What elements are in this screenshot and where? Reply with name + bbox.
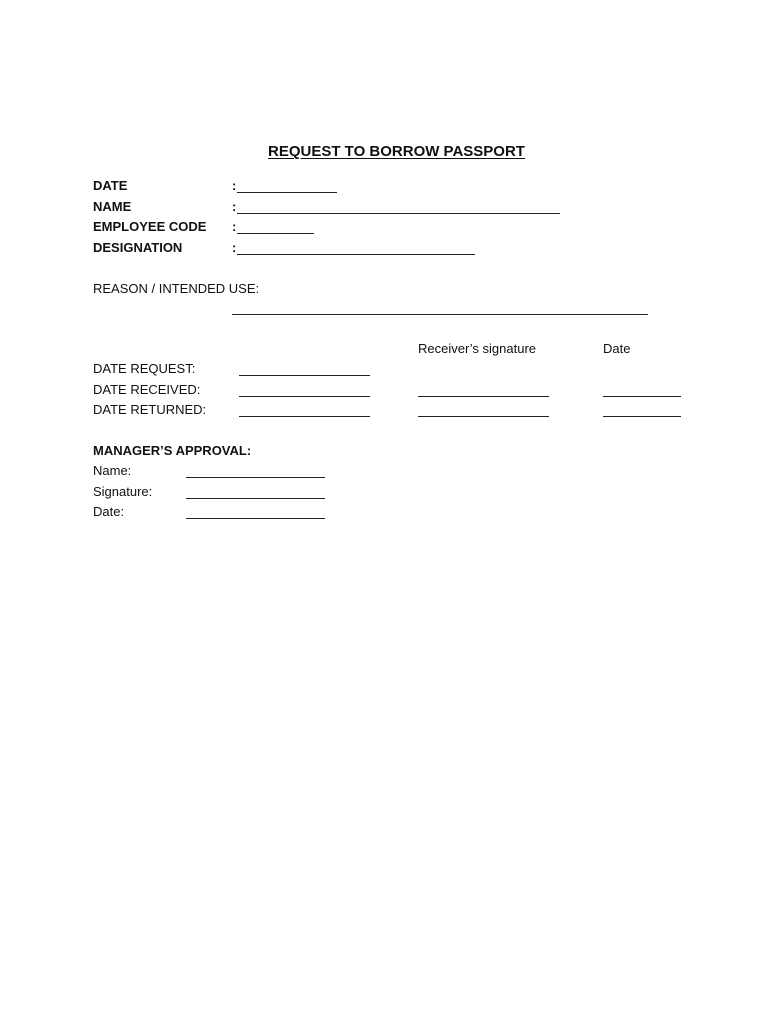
date-returned-label: DATE RETURNED: — [93, 402, 207, 417]
approval-date-label: Date: — [93, 504, 125, 519]
managers-approval-heading: MANAGER’S APPROVAL: — [93, 443, 252, 458]
date-returned-input-line[interactable] — [239, 416, 370, 417]
date-input-line[interactable] — [237, 192, 337, 193]
designation-input-line[interactable] — [237, 254, 475, 255]
date-received-label: DATE RECEIVED: — [93, 382, 201, 397]
date-returned-signature-line[interactable] — [418, 416, 549, 417]
employee-code-input-line[interactable] — [237, 233, 314, 234]
field-label-employee-code: EMPLOYEE CODE — [93, 219, 207, 234]
date-returned-date-line[interactable] — [603, 416, 681, 417]
approval-name-label: Name: — [93, 463, 132, 478]
date-request-label: DATE REQUEST: — [93, 361, 196, 376]
date-request-input-line[interactable] — [239, 375, 370, 376]
field-colon-employee-code: : — [232, 219, 237, 234]
receiver-signature-header: Receiver’s signature — [418, 341, 537, 356]
approval-name-input-line[interactable] — [186, 477, 325, 478]
date-received-date-line[interactable] — [603, 396, 681, 397]
reason-input-line[interactable] — [232, 314, 648, 315]
field-label-date: DATE — [93, 178, 128, 193]
date-column-header: Date — [603, 341, 631, 356]
approval-signature-label: Signature: — [93, 484, 153, 499]
field-label-designation: DESIGNATION — [93, 240, 183, 255]
field-colon-designation: : — [232, 240, 237, 255]
date-received-signature-line[interactable] — [418, 396, 549, 397]
approval-date-input-line[interactable] — [186, 518, 325, 519]
date-received-input-line[interactable] — [239, 396, 370, 397]
form-title: REQUEST TO BORROW PASSPORT — [268, 143, 525, 160]
name-input-line[interactable] — [237, 213, 560, 214]
field-colon-name: : — [232, 199, 237, 214]
approval-signature-input-line[interactable] — [186, 498, 325, 499]
field-label-name: NAME — [93, 199, 132, 214]
field-colon-date: : — [232, 178, 237, 193]
reason-label: REASON / INTENDED USE: — [93, 281, 260, 296]
